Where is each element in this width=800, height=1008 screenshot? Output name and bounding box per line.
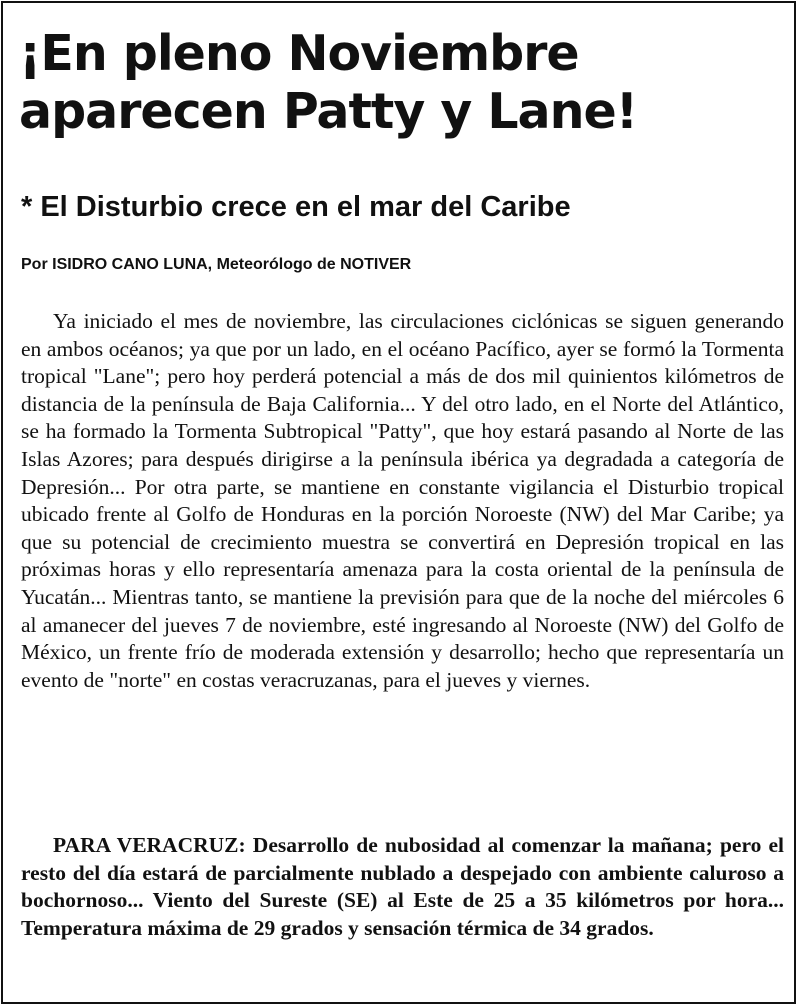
body-paragraph: Ya iniciado el mes de noviembre, las circulaciones ciclónicas se siguen generando en ambos océanos; ya que por un lado, en el océano Pacífico, ayer se formó la Tormenta tropical "Lane"; pero hoy perderá potencial a más de dos mil quinientos kilómetros de distancia de la península de Baja California... Y del otro lado, en el Norte del Atlántico, se ha formado la Tormenta Subtropical "Patty", que hoy estará pasando al Norte de las Islas Azores; para después dirigirse a la península ibérica ya degradada a categoría de Depresión... Por otra parte, se mantiene en constante vigilancia el Disturbio tropical ubicado frente al Golfo de Honduras en la porción Noroeste (NW) del Mar Caribe; ya que su potencial de crecimiento muestra se convertirá en Depresión tropical en las próximas horas y ello representaría amenaza para la costa oriental de la península de Yucatán... Mientras tanto, se mantiene la previsión para que de la noche del miércoles 6 al amanecer del jueves 7 de noviembre, esté ingresando al Noroeste (NW) del Golfo de México, un frente frío de moderada extensión y desarrollo; hecho que representaría un evento de "norte" en costas veracruzanas, para el jueves y viernes.	[21, 309, 784, 692]
byline: Por ISIDRO CANO LUNA, Meteorólogo de NOTIVER	[21, 256, 412, 273]
forecast-paragraph: PARA VERACRUZ: Desarrollo de nubosidad al comenzar la mañana; pero el resto del día estará de parcialmente nublado a despejado con ambiente caluroso a bochornoso... Viento del Sureste (SE) al Este de 25 a 35 kilómetros por hora... Temperatura máxima de 29 grados y sensación térmica de 34 grados.	[21, 833, 784, 940]
headline-line-2: aparecen Patty y Lane!	[19, 83, 638, 140]
headline-line-1: ¡En pleno Noviembre	[19, 25, 579, 82]
subheadline: * El Disturbio crece en el mar del Caribe	[21, 191, 571, 223]
headline	[19, 25, 787, 141]
article-frame	[1, 1, 796, 1004]
